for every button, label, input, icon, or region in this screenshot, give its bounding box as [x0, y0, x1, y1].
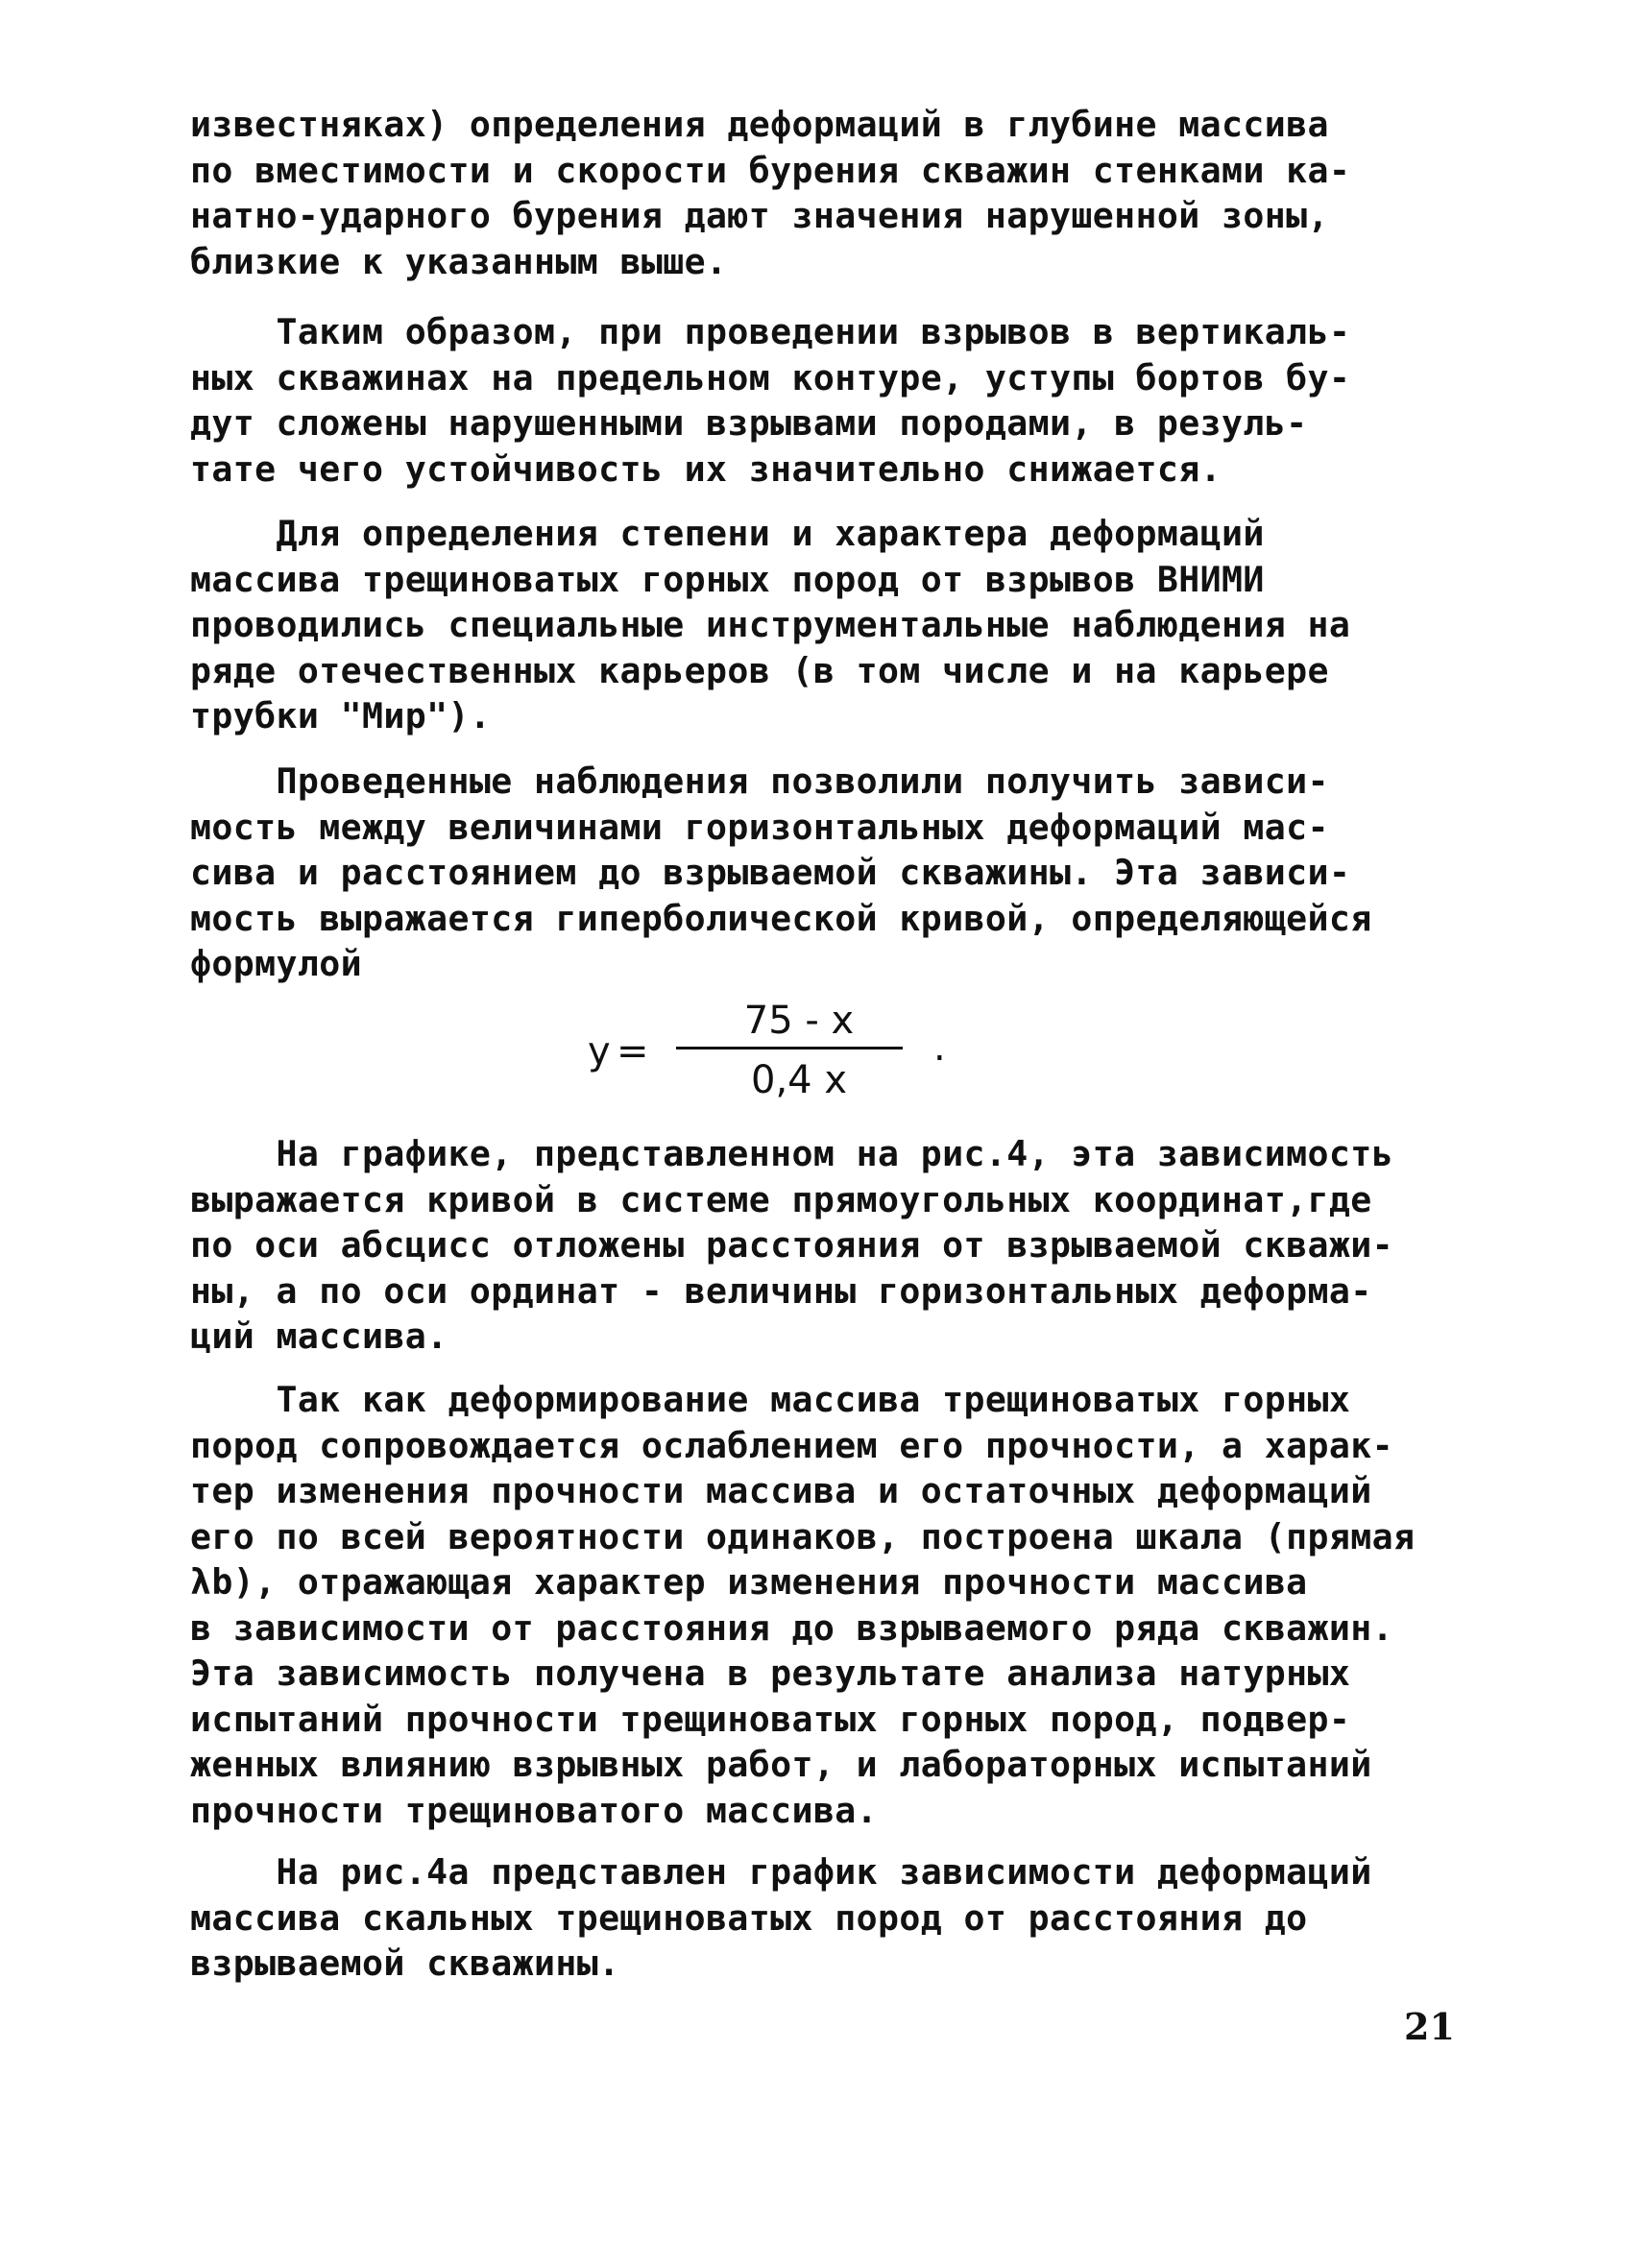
text-line: выражается кривой в системе прямоугольных координат,где	[190, 1178, 1372, 1220]
paragraph-5	[190, 1131, 1477, 1360]
formula-equals: =	[617, 1029, 649, 1074]
text-line: известняках) определения деформаций в глубине массива	[190, 104, 1329, 145]
paragraph-4	[190, 759, 1477, 987]
text-line: проводились специальные инструментальные наблюдения на	[190, 604, 1351, 645]
paragraph-6	[190, 1377, 1477, 1833]
text-line: ряде отечественных карьеров (в том числе и на карьере	[190, 649, 1329, 691]
text-line: мость выражается гиперболической кривой, определяющейся	[190, 897, 1372, 939]
text-line: мость между величинами горизонтальных деформаций мас-	[190, 806, 1329, 848]
formula-trailing-dot: .	[933, 1025, 946, 1070]
text-line: ны, а по оси ординат - величины горизонтальных деформа-	[190, 1269, 1372, 1312]
text-line: натно-ударного бурения дают значения нарушенной зоны,	[190, 195, 1329, 236]
text-line: массива скальных трещиноватых пород от расстояния до	[190, 1896, 1308, 1939]
formula-lhs: y	[588, 1029, 611, 1074]
text-line: На рис.4а представлен график зависимости деформаций	[190, 1851, 1372, 1893]
text-line: Таким образом, при проведении взрывов в вертикаль-	[190, 311, 1351, 352]
page-number: 21	[1404, 2005, 1455, 2048]
text-line: тер изменения прочности массива и остаточных деформаций	[190, 1470, 1372, 1511]
text-line: ций массива.	[190, 1315, 448, 1357]
text-line: по оси абсцисс отложены расстояния от взрываемой скважи-	[190, 1224, 1393, 1266]
text-line: пород сопровождается ослаблением его прочности, а харак-	[190, 1424, 1393, 1466]
text-line: прочности трещиноватого массива.	[190, 1789, 878, 1831]
text-line: дут сложены нарушенными взрывами породами, в резуль-	[190, 402, 1308, 444]
text-line: по вместимости и скорости бурения скважин стенками ка-	[190, 149, 1351, 191]
formula	[588, 999, 991, 1114]
text-line: сива и расстоянием до взрываемой скважины. Эта зависи-	[190, 852, 1351, 893]
formula-numerator: 75 - x	[743, 999, 855, 1043]
text-line: Проведенные наблюдения позволили получить зависи-	[190, 760, 1329, 802]
text-line: массива трещиноватых горных пород от взрывов ВНИМИ	[190, 558, 1265, 600]
text-line: формулой	[190, 943, 362, 984]
formula-denominator: 0,4 x	[751, 1058, 847, 1102]
text-line: близкие к указанным выше.	[190, 240, 728, 282]
text-line: женных влиянию взрывных работ, и лабораторных испытаний	[190, 1744, 1372, 1785]
text-line: На графике, представленном на рис.4, эта зависимость	[190, 1133, 1393, 1174]
paragraph-7	[190, 1849, 1477, 1987]
formula-fraction-bar	[676, 1047, 903, 1050]
paragraph-1	[190, 102, 1477, 284]
text-line: λb), отражающая характер изменения прочности массива	[190, 1561, 1308, 1603]
text-line: Так как деформирование массива трещиноватых горных	[190, 1379, 1351, 1420]
paragraph-2	[190, 309, 1477, 492]
text-line: трубки "Мир").	[190, 695, 492, 736]
paragraph-3	[190, 511, 1477, 739]
text-line: взрываемой скважины.	[190, 1942, 620, 1984]
text-line: в зависимости от расстояния до взрываемого ряда скважин.	[190, 1606, 1393, 1649]
text-line: ных скважинах на предельном контуре, уступы бортов бу-	[190, 356, 1351, 398]
text-line: испытаний прочности трещиноватых горных пород, подвер-	[190, 1698, 1351, 1740]
text-line: Для определения степени и характера деформаций	[190, 513, 1265, 554]
text-line: его по всей вероятности одинаков, построена шкала (прямая	[190, 1515, 1416, 1557]
text-line: тате чего устойчивость их значительно снижается.	[190, 447, 1222, 490]
text-line: Эта зависимость получена в результате анализа натурных	[190, 1653, 1351, 1694]
